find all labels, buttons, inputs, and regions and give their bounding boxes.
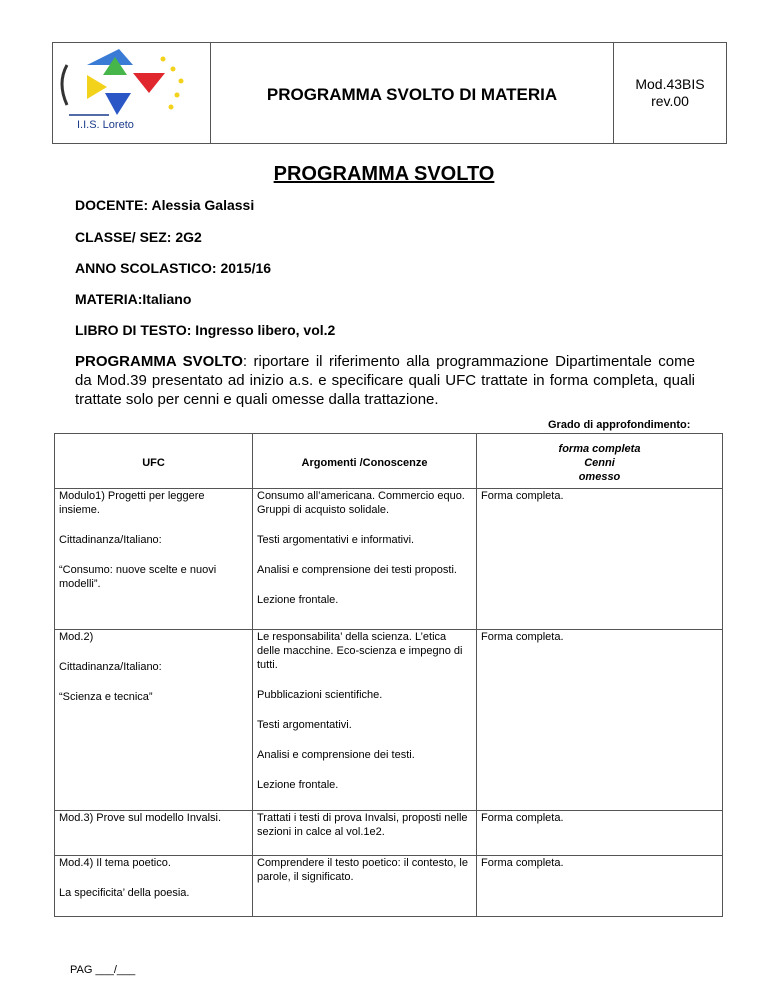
table-row: [55, 811, 723, 856]
grado-cell: Forma completa.: [477, 489, 723, 630]
argomenti-text: Pubblicazioni scientifiche.: [257, 689, 383, 701]
code-line-2: rev.00: [651, 93, 689, 109]
ufc-text: La specificita’ della poesia.: [59, 887, 190, 899]
col-header-argomenti: Argomenti /Conoscenze: [253, 434, 477, 489]
ufc-text: Cittadinanza/Italiano:: [59, 661, 162, 673]
col-header-ufc: UFC: [55, 434, 253, 489]
ufc-text: Mod.4) Il tema poetico.: [59, 857, 171, 869]
code-line-1: Mod.43BIS: [635, 76, 705, 92]
field-docente: DOCENTE: Alessia Galassi: [75, 197, 255, 213]
argomenti-cell: [253, 811, 477, 856]
grado-heading: Grado di approfondimento:: [548, 419, 691, 431]
argomenti-cell: [253, 856, 477, 917]
field-materia: MATERIA:Italiano: [75, 291, 192, 307]
ufc-cell: [55, 489, 253, 630]
ufc-cell: [55, 811, 253, 856]
argomenti-text: Analisi e comprensione dei testi proposti.: [257, 564, 457, 576]
table-row: [55, 489, 723, 630]
grado-option: Cenni: [584, 457, 615, 469]
field-libro: LIBRO DI TESTO: Ingresso libero, vol.2: [75, 322, 336, 338]
argomenti-text: Testi argomentativi.: [257, 719, 352, 731]
table-row: [55, 630, 723, 811]
field-anno: ANNO SCOLASTICO: 2015/16: [75, 260, 272, 276]
document-header: [52, 42, 727, 144]
program-table: [54, 433, 723, 917]
argomenti-text: Trattati i testi di prova Invalsi, proposti nelle sezioni in calce al vol.1e2.: [257, 812, 468, 838]
argomenti-text: Comprendere il testo poetico: il contesto, le parole, il significato.: [257, 857, 468, 883]
intro-lead: PROGRAMMA SVOLTO: [75, 353, 243, 370]
grado-option: forma completa: [558, 443, 641, 455]
grado-cell: Forma completa.: [477, 856, 723, 917]
argomenti-text: Analisi e comprensione dei testi.: [257, 749, 415, 761]
page-footer: PAG ___/___: [70, 964, 136, 976]
intro-paragraph: [75, 352, 695, 409]
argomenti-text: Consumo all’americana. Commercio equo. Gruppi di acquisto solidale.: [257, 490, 465, 516]
ufc-text: Cittadinanza/Italiano:: [59, 534, 162, 546]
ufc-text: “Consumo: nuove scelte e nuovi modelli”.: [59, 564, 217, 590]
argomenti-text: Lezione frontale.: [257, 594, 339, 606]
ufc-text: Mod.3) Prove sul modello Invalsi.: [59, 812, 222, 824]
ufc-text: Modulo1) Progetti per leggere insieme.: [59, 490, 205, 516]
logo-text: I.I.S. Loreto: [77, 119, 134, 131]
argomenti-text: Testi argomentativi e informativi.: [257, 534, 415, 546]
ufc-cell: [55, 630, 253, 811]
ufc-text: Mod.2): [59, 631, 94, 643]
argomenti-text: Le responsabilita’ della scienza. L’etica delle macchine. Eco-scienza e impegno di tutti.: [257, 631, 463, 671]
argomenti-cell: [253, 489, 477, 630]
col-header-grado: [477, 434, 723, 489]
argomenti-cell: [253, 630, 477, 811]
field-classe: CLASSE/ SEZ: 2G2: [75, 229, 202, 245]
header-title: PROGRAMMA SVOLTO DI MATERIA: [211, 43, 614, 143]
table-header-row: [55, 434, 723, 489]
document-code: [614, 43, 726, 143]
ufc-text: “Scienza e tecnica”: [59, 691, 153, 703]
ufc-cell: [55, 856, 253, 917]
table-row: [55, 856, 723, 917]
grado-option: omesso: [578, 471, 621, 483]
intro-text: : riportare il riferimento alla programmazione Dipartimentale come da Mod.39 presentato ad inizio a.s. e specificare quali UFC trattate in forma completa, quali trattate solo per cenni e quali omesse dalla trattazione.: [75, 353, 695, 408]
school-logo: [53, 43, 211, 143]
page-title: PROGRAMMA SVOLTO: [273, 163, 495, 185]
grado-cell: Forma completa.: [477, 630, 723, 811]
grado-cell: Forma completa.: [477, 811, 723, 856]
argomenti-text: Lezione frontale.: [257, 779, 339, 791]
